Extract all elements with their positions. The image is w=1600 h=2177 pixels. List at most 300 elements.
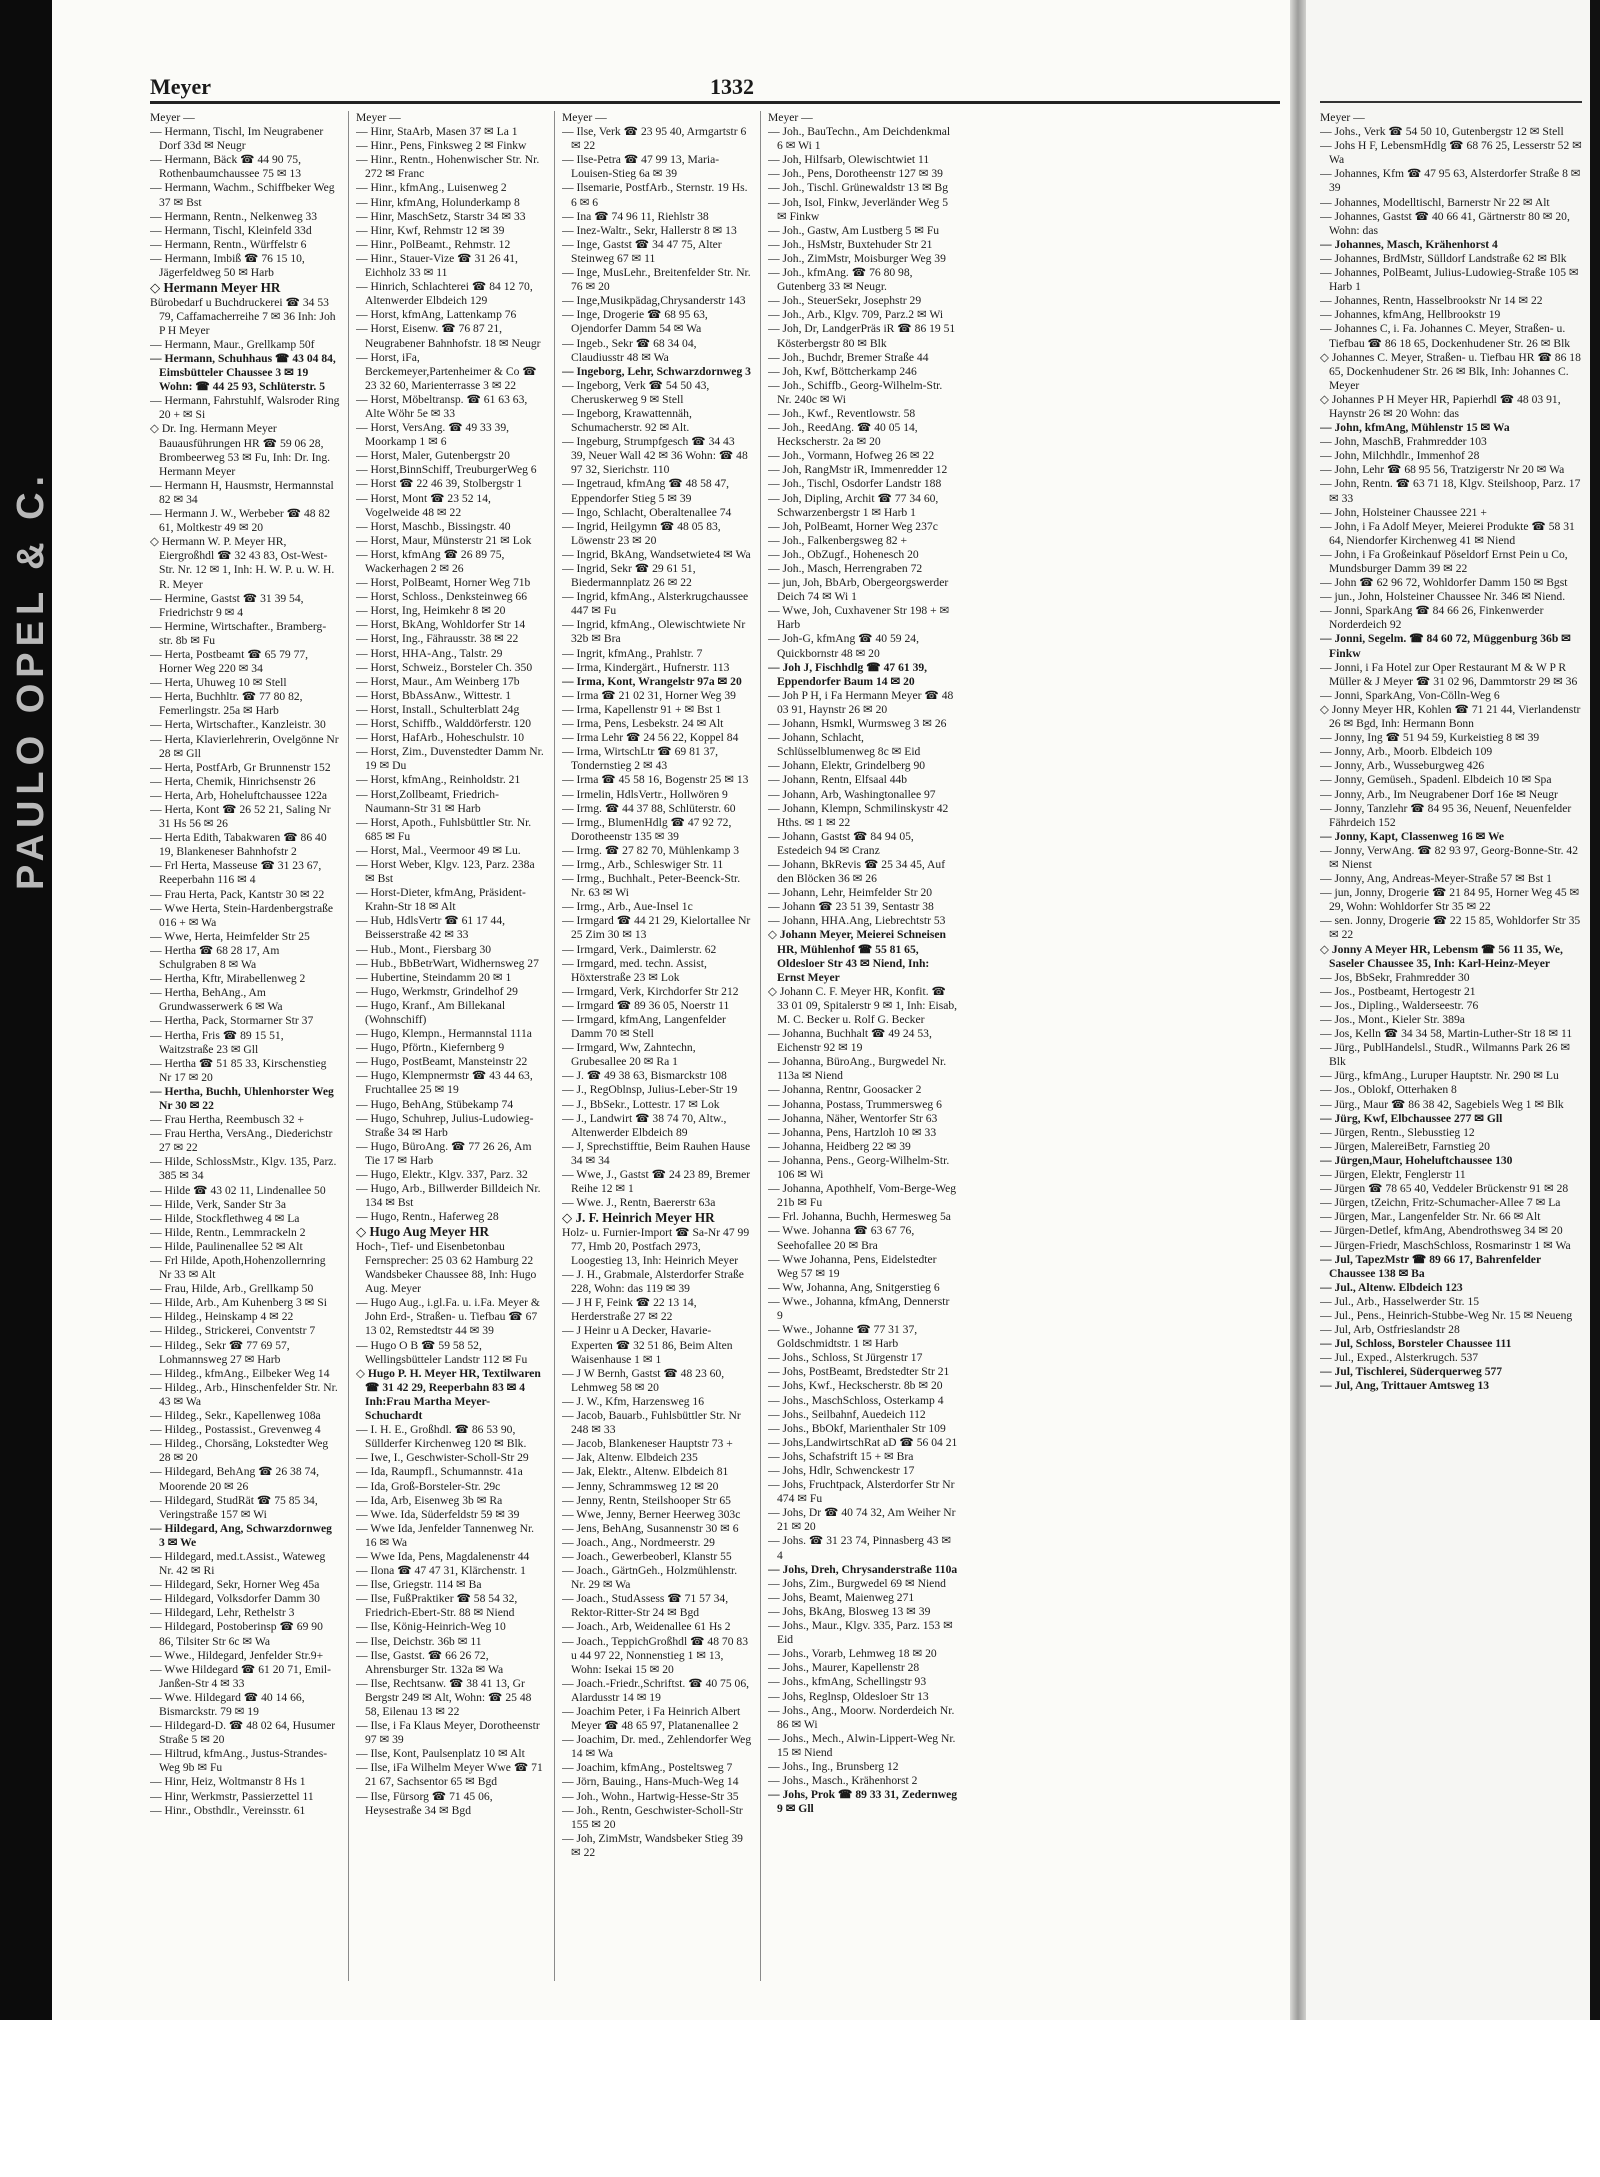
directory-entry: — Jonny, Tanzlehr ☎ 84 95 36, Neuenf, Neuenfelder Fährdeich 152 <box>1320 801 1572 829</box>
directory-entry: — J. H., Grabmale, Alsterdorfer Straße 228, Wohn: das 119 ✉ 39 <box>562 1268 744 1296</box>
directory-entry: — Hildegard, Postoberinsp ☎ 69 90 86, Tilsiter Str 6c ✉ Wa <box>150 1620 323 1648</box>
directory-entry: — Wwe., Hildegard, Jenfelder Str.9+ <box>150 1648 324 1662</box>
page-number: 1332 <box>710 74 754 99</box>
directory-entry: — Irma, Pens, Lesbekstr. 24 ✉ Alt <box>562 717 724 731</box>
directory-entry: — Johannes, PolBeamt, Julius-Ludowieg-Straße 105 ✉ Harb 1 <box>1320 266 1579 294</box>
directory-entry: — Joh, Isol, Finkw, Jeverländer Weg 5 ✉ Finkw <box>768 195 949 223</box>
directory-entry: — Irmg., Arb., Schleswiger Str. 11 <box>562 857 724 871</box>
directory-entry: — Herta, Arb, Hoheluftchaussee 122a <box>150 788 328 802</box>
directory-entry: — Iwe, I., Geschwister-Scholl-Str 29 <box>356 1451 529 1465</box>
directory-entry: — Joh, PolBeamt, Horner Weg 237c <box>768 519 938 533</box>
directory-entry: — Jul, Schloss, Borsteler Chaussee 111 <box>1320 1337 1512 1351</box>
directory-entry: — Horst, Schloss., Denksteinweg 66 <box>356 590 527 604</box>
directory-entry: Holz- u. Furnier-Import ☎ Sa-Nr 47 99 77, Hmb 20, Postfach 2973, Loogestieg 13, Inh: Heinrich Meyer <box>562 1225 750 1267</box>
directory-entry: — Horst, BkAng, Wohldorfer Str 14 <box>356 618 526 632</box>
directory-column-2 <box>356 111 546 1981</box>
directory-entry: — Johann, Elektr, Grindelberg 90 <box>768 759 926 773</box>
directory-entry: — Jak, Elektr., Altenw. Elbdeich 81 <box>562 1465 729 1479</box>
directory-entry: — Hinr., Obsthdlr., Vereinsstr. 61 <box>150 1803 306 1817</box>
directory-entry: — Irmgard, kfmAng, Langenfelder Damm 70 ✉ Stell <box>562 1013 726 1041</box>
directory-entry: — Hiltrud, kfmAng., Justus-Strandes-Weg 9b ✉ Fu <box>150 1747 328 1775</box>
column-heading: Meyer — <box>1320 111 1365 124</box>
directory-entry: — Johs, Fruchtpack, Alsterdorfer Str Nr 474 ✉ Fu <box>768 1478 955 1506</box>
directory-entry: — Horst, Maur., Am Weinberg 17b <box>356 674 520 688</box>
directory-entry: ◇ Johannes C. Meyer, Straßen- u. Tiefbau HR ☎ 86 18 65, Dockenhudener Str. 26 ✉ Blk, Inh: Johannes C. Meyer <box>1320 350 1581 392</box>
directory-entry: — John, MaschB, Frahmredder 103 <box>1320 435 1487 449</box>
directory-entry: — Hermann J. W., Werbeber ☎ 48 82 61, Moltkestr 49 ✉ 20 <box>150 507 331 535</box>
directory-entry: — Jos, Kelln ☎ 34 34 58, Martin-Luther-Str 18 ✉ 11 <box>1320 1027 1573 1041</box>
directory-entry: — Irmg., BlumenHdlg ☎ 47 92 72, Dorotheenstr 135 ✉ 39 <box>562 815 732 843</box>
directory-entry: — Jonni, i Fa Hotel zur Oper Restaurant M & W P R Müller & J Meyer ☎ 31 02 96, Dammtorstr 29 ✉ 36 <box>1320 660 1578 688</box>
directory-entry: — Ingeb., Sekr ☎ 68 34 04, Claudiusstr 48 ✉ Wa <box>562 336 697 364</box>
directory-entry: — Irmgard ☎ 89 36 05, Noerstr 11 <box>562 998 730 1012</box>
directory-entry: — John ☎ 62 96 72, Wohldorfer Damm 150 ✉ Bgst <box>1320 576 1568 590</box>
directory-entry: — Jos., Dipling., Walderseestr. 76 <box>1320 998 1479 1012</box>
directory-entry: — Hermann, Tischl, Im Neugrabener Dorf 33d ✉ Neugr <box>150 125 324 153</box>
directory-entry: — Joh., Tischl, Osdorfer Landstr 188 <box>768 477 942 491</box>
binding-label: PAULO OPEL & C. <box>10 469 52 891</box>
directory-entry: — Johs, Beamt, Maienweg 271 <box>768 1590 915 1604</box>
directory-entry: — Hinr., Rentn., Hohenwischer Str. Nr. 272 ✉ Franc <box>356 153 540 181</box>
directory-entry: — Ingo, Schlacht, Oberaltenallee 74 <box>562 505 732 519</box>
directory-entry: — Horst, iFa, Berckemeyer,Partenheimer & Co ☎ 23 32 60, Marienterrasse 3 ✉ 22 <box>356 350 537 392</box>
directory-entry: — J. W., Kfm, Harzensweg 16 <box>562 1394 705 1408</box>
directory-entry: — Horst, Maschb., Bissingstr. 40 <box>356 519 511 533</box>
directory-entry: — J., Landwirt ☎ 38 74 70, Altw., Altenwerder Elbdeich 89 <box>562 1111 727 1139</box>
directory-entry: — Hildegard, Lehr, Rethelstr 3 <box>150 1606 295 1620</box>
directory-entry: — Irma Lehr ☎ 24 56 22, Koppel 84 <box>562 731 739 745</box>
directory-entry: — Johs, Prok ☎ 89 33 31, Zedernweg 9 ✉ Gll <box>768 1788 958 1816</box>
directory-entry: — Irmgard, med. techn. Assist, Höxterstraße 23 ✉ Lok <box>562 956 707 984</box>
directory-entry: — Jonny, Arb., Moorb. Elbdeich 109 <box>1320 745 1493 759</box>
directory-entry: — Hildegard, Ang, Schwarzdornweg 3 ✉ We <box>150 1521 332 1549</box>
directory-entry: — Jürg, Kwf, Elbchaussee 277 ✉ Gll <box>1320 1111 1503 1125</box>
directory-entry: — Joach., Gewerbeoberl, Klanstr 55 <box>562 1549 732 1563</box>
directory-entry: — Hertha, Pack, Stormarner Str 37 <box>150 1014 314 1028</box>
directory-entry: — Hinr., Stauer-Vize ☎ 31 26 41, Eichholz 33 ✉ 11 <box>356 251 518 280</box>
directory-entry: — Wwe, Jenny, Berner Heerweg 303c <box>562 1507 741 1521</box>
directory-entry: — Hildegard, Volksdorfer Damm 30 <box>150 1592 320 1606</box>
directory-entry: — Herta, Klavierlehrerin, Ovelgönne Nr 28 ✉ Gll <box>150 732 339 760</box>
directory-entry: — Johs. ☎ 31 23 74, Pinnasberg 43 ✉ 4 <box>768 1534 952 1562</box>
directory-entry: — Jörn, Bauing., Hans-Much-Weg 14 <box>562 1775 739 1789</box>
directory-entry: — John, kfmAng, Mühlenstr 15 ✉ Wa <box>1320 421 1510 435</box>
directory-entry: — Inez-Waltr., Sekr, Hallerstr 8 ✉ 13 <box>562 223 737 237</box>
directory-entry: — Hubertine, Steindamm 20 ✉ 1 <box>356 970 512 984</box>
directory-entry: — Hildeg., Postassist., Grevenweg 4 <box>150 1423 321 1437</box>
directory-entry: — Joh., Pens, Dorotheenstr 127 ✉ 39 <box>768 167 943 181</box>
directory-entry: — Johann, Schlacht, Schlüsselblumenweg 8c ✉ Eid <box>768 731 921 759</box>
directory-entry: — Jonny, Gemüseh., Spadenl. Elbdeich 10 ✉ Spa <box>1320 773 1552 787</box>
directory-entry: ◇ Hermann W. P. Meyer HR, Eiergroßhdl ☎ 32 43 83, Ost-West-Str. Nr. 12 ✉ 1, Inh: H. W. P. u. W. H. R. Meyer <box>150 535 335 591</box>
directory-entry: — Jens, BehAng, Susannenstr 30 ✉ 6 <box>562 1521 739 1535</box>
directory-entry: — Irmg. ☎ 27 82 70, Mühlenkamp 3 <box>562 843 740 857</box>
directory-entry: — Joh., Falkenbergsweg 82 + <box>768 533 907 547</box>
directory-entry: — Wwe Ida, Pens, Magdalenenstr 44 <box>356 1549 530 1563</box>
directory-entry: — Johs., MaschSchloss, Osterkamp 4 <box>768 1393 944 1407</box>
directory-entry: — Johs., BbOkf, Marienthaler Str 109 <box>768 1421 946 1435</box>
directory-entry: — Horst, Ing., Fährausstr. 38 ✉ 22 <box>356 632 519 646</box>
directory-entry: — Hinr, Werkmstr, Passierzettel 11 <box>150 1789 314 1803</box>
directory-entry: — Joach., StudAssess ☎ 71 57 34, Rektor-Ritter-Str 24 ✉ Bgd <box>562 1592 729 1620</box>
directory-entry: — Jürg., PublHandelsl., StudR., Wilmanns Park 26 ✉ Blk <box>1320 1041 1571 1069</box>
directory-entry: Bürobedarf u Buchdruckerei ☎ 34 53 79, Caffamacherreihe 7 ✉ 36 Inh: Joh P H Meyer <box>150 295 336 337</box>
directory-entry: — Hildeg., kfmAng., Eilbeker Weg 14 <box>150 1366 330 1380</box>
directory-entry: — Horst, Ing, Heimkehr 8 ✉ 20 <box>356 604 506 618</box>
directory-entry: — Johs., Masch., Krähenhorst 2 <box>768 1774 918 1788</box>
directory-entry: — Inge,Musikpädag,Chrysanderstr 143 <box>562 294 746 308</box>
directory-column-5 <box>1320 111 1582 1981</box>
directory-entry: — Johs H F, LebensmHdlg ☎ 68 76 25, Lesserstr 52 ✉ Wa <box>1320 139 1582 167</box>
directory-entry: — Horst, Schiffb., Walddörferstr. 120 <box>356 717 532 731</box>
directory-entry: — Joh-G, kfmAng ☎ 40 59 24, Quickbornstr 48 ✉ 20 <box>768 632 919 660</box>
scan-margin <box>0 2020 1600 2177</box>
directory-entry: — Hermine, Gastst ☎ 31 39 54, Friedrichstr 9 ✉ 4 <box>150 591 304 619</box>
directory-entry: — Hermann, Bäck ☎ 44 90 75, Rothenbaumchaussee 75 ✉ 13 <box>150 153 302 181</box>
directory-entry: — Hildegard-D. ☎ 48 02 64, Husumer Straße 5 ✉ 20 <box>150 1719 336 1747</box>
directory-entry: — Frau, Hilde, Arb., Grellkamp 50 <box>150 1282 314 1296</box>
directory-entry: — Jul, Ang, Trittauer Amtsweg 13 <box>1320 1379 1490 1393</box>
firm-entry: ◇ Hermann Meyer HR <box>150 280 281 296</box>
directory-entry: — Hermann H, Hausmstr, Hermannstal 82 ✉ 34 <box>150 478 334 506</box>
directory-entry: — John, Milchhdlr., Immenhof 28 <box>1320 449 1480 463</box>
directory-entry: — Jürgen,Maur, Hoheluftchaussee 130 <box>1320 1153 1513 1167</box>
directory-entry: — Jürgen, MalereiBetr, Farnstieg 20 <box>1320 1139 1490 1153</box>
directory-entry: — Jonny, Arb., Im Neugrabener Dorf 16e ✉ Neugr <box>1320 787 1558 801</box>
directory-entry: — Johannes, kfmAng, Hellbrookstr 19 <box>1320 308 1501 322</box>
directory-entry: — Wwe. J., Rentn, Baererstr 63a <box>562 1196 716 1210</box>
directory-entry: — Joach., Ang., Nordmeerstr. 29 <box>562 1535 715 1549</box>
directory-entry: — Johannes, Kfm ☎ 47 95 63, Alsterdorfer Straße 8 ✉ 39 <box>1320 167 1581 195</box>
directory-entry: — Horst, kfmAng ☎ 26 89 75, Wackerhagen 2 ✉ 26 <box>356 547 505 575</box>
column-heading: Meyer — <box>562 111 607 124</box>
directory-entry: — Hermann, Imbiß ☎ 76 15 10, Jägerfeldweg 50 ✉ Harb <box>150 251 305 280</box>
directory-entry: — Horst Weber, Klgv. 123, Parz. 238a ✉ Bst <box>356 857 535 886</box>
directory-entry: — Hugo Aug., i.gl.Fa. u. i.Fa. Meyer & John Erd-, Straßen- u. Tiefbau ☎ 67 13 02, Remstedtstr 44 ✉ 39 <box>356 1296 540 1338</box>
facing-header-rule <box>1320 101 1582 103</box>
directory-entry: — Wwe., Johanna, kfmAng, Dennerstr 9 <box>768 1294 950 1322</box>
directory-entry: — Johs, PostBeamt, Bredstedter Str 21 <box>768 1365 950 1379</box>
directory-entry: — Inge, Gastst ☎ 34 47 75, Alter Steinweg 67 ✉ 11 <box>562 237 722 265</box>
directory-entry: — Horst, Mal., Veermoor 49 ✉ Lu. <box>356 843 521 857</box>
directory-entry: — Hermann, Tischl, Kleinfeld 33d <box>150 223 312 237</box>
directory-entry: — Johanna, Heidberg 22 ✉ 39 <box>768 1139 911 1153</box>
page-gutter <box>1290 0 1306 2020</box>
column-heading: Meyer — <box>356 111 401 124</box>
directory-entry: — Jürgen, tZeichn, Fritz-Schumacher-Allee 7 ✉ La <box>1320 1196 1561 1210</box>
directory-column-1 <box>150 111 340 1981</box>
directory-entry: — Irmgard, Verk, Kirchdorfer Str 212 <box>562 984 739 998</box>
directory-entry: — Hinr., Pens, Finksweg 2 ✉ Finkw <box>356 139 527 153</box>
directory-entry: — Jürgen ☎ 78 65 40, Veddeler Brückenstr 91 ✉ 28 <box>1320 1182 1569 1196</box>
column-heading: Meyer — <box>768 111 813 124</box>
directory-entry: — Joh., Masch, Herrengraben 72 <box>768 562 923 575</box>
directory-entry: — Jul, TapezMstr ☎ 89 66 17, Bahrenfelder Chaussee 138 ✉ Ba <box>1320 1252 1541 1280</box>
directory-entry: — Ida, Groß-Borsteler-Str. 29c <box>356 1479 501 1493</box>
directory-entry: — Ida, Raumpfl., Schumannstr. 41a <box>356 1465 523 1479</box>
directory-entry: — Hildeg., Arb., Hinschenfelder Str. Nr. 43 ✉ Wa <box>150 1380 338 1408</box>
directory-entry: — Jul, Arb, Ostfrieslandstr 28 <box>1320 1323 1460 1337</box>
directory-entry: — Johs., Vorarb, Lehmweg 18 ✉ 20 <box>768 1647 937 1661</box>
directory-entry: — Horst, Eisenw. ☎ 76 87 21, Neugrabener Bahnhofstr. 18 ✉ Neugr <box>356 322 541 350</box>
directory-entry: — Ilse, Rechtsanw. ☎ 38 41 13, Gr Bergstr 249 ✉ Alt, Wohn: ☎ 25 48 58, Eilenau 13 ✉ 22 <box>356 1676 532 1718</box>
directory-entry: — Herta, Kont ☎ 26 52 21, Saling Nr 31 Hs 56 ✉ 26 <box>150 803 331 831</box>
directory-entry: — Johanna, Rentnr, Goosacker 2 <box>768 1083 922 1097</box>
directory-entry: — Joh., Schiffb., Georg-Wilhelm-Str. Nr. 240c ✉ Wi <box>768 378 943 406</box>
column-heading: Meyer — <box>150 111 195 124</box>
directory-entry: — Herta, Postbeamt ☎ 65 79 77, Horner Weg 220 ✉ 34 <box>150 647 309 676</box>
directory-entry: — Ilse, Verk ☎ 23 95 40, Armgartstr 6 ✉ 22 <box>562 125 747 153</box>
directory-entry: — Hildegard, BehAng ☎ 26 38 74, Moorende 20 ✉ 26 <box>150 1465 320 1493</box>
directory-entry: — Hermann, Maur., Grellkamp 50f <box>150 337 315 351</box>
directory-entry: — Hildegard, Sekr, Horner Weg 45a <box>150 1578 320 1592</box>
directory-entry: — Herta, Buchhltr. ☎ 77 80 82, Femerlingstr. 25a ✉ Harb <box>150 690 303 718</box>
directory-entry: — John, Lehr ☎ 68 95 56, Tratzigerstr Nr 20 ✉ Wa <box>1320 463 1565 477</box>
directory-entry: — Herta, Uhuweg 10 ✉ Stell <box>150 676 287 690</box>
directory-entry: — Frl Herta, Masseuse ☎ 31 23 67, Reeperbahn 116 ✉ 4 <box>150 859 322 887</box>
directory-entry: — Hinr, StaArb, Masen 37 ✉ La 1 <box>356 125 518 139</box>
directory-entry: — Horst, HafArb., Hoheschulstr. 10 <box>356 731 525 745</box>
directory-entry: — Johannes, BrdMstr, Sülldorf Landstraße 62 ✉ Blk <box>1320 251 1567 265</box>
directory-entry: — Joh P H, i Fa Hermann Meyer ☎ 48 03 91, Haynstr 26 ✉ 20 <box>768 688 954 716</box>
directory-entry: — Hermann, Fahrstuhlf, Walsroder Ring 20 + ✉ Si <box>150 394 340 422</box>
directory-entry: — Hugo, PostBeamt, Mansteinstr 22 <box>356 1055 528 1069</box>
directory-entry: — Irma ☎ 45 58 16, Bogenstr 25 ✉ 13 <box>562 773 749 787</box>
directory-entry: — Hilde, Verk, Sander Str 3a <box>150 1197 286 1211</box>
directory-entry: — Hub., BbBetrWart, Widhernsweg 27 <box>356 956 539 970</box>
directory-entry: — Hilde, Paulinenallee 52 ✉ Alt <box>150 1239 303 1253</box>
directory-entry: — Johs., Verk ☎ 54 50 10, Gutenbergstr 12 ✉ Stell <box>1320 125 1564 139</box>
directory-entry: — Herta Edith, Tabakwaren ☎ 86 40 19, Blankeneser Bahnhofstr 2 <box>150 831 327 859</box>
directory-entry: — Johann, BkRevis ☎ 25 34 45, Auf den Blöcken 36 ✉ 26 <box>768 857 946 886</box>
directory-entry: — Johanna, BüroAng., Burgwedel Nr. 113a ✉ Niend <box>768 1055 947 1083</box>
directory-entry: — Johanna, Buchhalt ☎ 49 24 53, Eichenstr 92 ✉ 19 <box>768 1027 932 1055</box>
directory-entry: — Irma ☎ 21 02 31, Horner Weg 39 <box>562 688 736 702</box>
directory-entry: — Horst, Zim., Duvenstedter Damm Nr. 19 ✉ Du <box>356 745 544 773</box>
book-binding-left <box>0 0 52 2020</box>
directory-entry: — Hildeg., Strickerei, Conventstr 7 <box>150 1324 316 1338</box>
directory-entry: — Joach., TeppichGroßhdl ☎ 48 70 83 u 44 97 22, Nonnenstieg 1 ✉ 13, Wohn: Isekai 15 ✉ 20 <box>562 1634 749 1676</box>
directory-entry: — Irmg., Buchhalt., Peter-Beenck-Str. Nr. 63 ✉ Wi <box>562 872 741 900</box>
directory-entry: — Ingeborg, Verk ☎ 54 50 43, Cheruskerweg 9 ✉ Stell <box>562 378 710 406</box>
directory-entry: — Joh., Vormann, Hofweg 26 ✉ 22 <box>768 449 935 463</box>
directory-entry: — Jonni, SparkAng, Von-Cölln-Weg 6 <box>1320 688 1500 702</box>
directory-entry: — Ww, Johanna, Ang, Snitgerstieg 6 <box>768 1280 940 1294</box>
directory-entry: — Johs,LandwirtschRat aD ☎ 56 04 21 <box>768 1435 958 1449</box>
directory-entry: — Jul., Pens., Heinrich-Stubbe-Weg Nr. 15 ✉ Neueng <box>1320 1308 1573 1322</box>
header-rule <box>150 101 1280 104</box>
directory-entry: — Hugo, Rentn., Haferweg 28 <box>356 1210 499 1224</box>
directory-entry: — Horst, Schweiz., Borsteler Ch. 350 <box>356 660 533 674</box>
directory-entry: — Horst-Dieter, kfmAng, Präsident-Krahn-Str 18 ✉ Alt <box>356 886 526 914</box>
directory-entry: — Horst,Zollbeamt, Friedrich-Naumann-Str 31 ✉ Harb <box>356 787 499 815</box>
directory-entry: — Ingrid, kfmAng., Olewischtwiete Nr 32b ✉ Bra <box>562 618 746 646</box>
directory-entry: — John, Rentn. ☎ 63 71 18, Klgv. Steilshoop, Parz. 17 ✉ 33 <box>1320 477 1581 505</box>
directory-entry: — Hilde, Rentn., Lemmrackeln 2 <box>150 1225 306 1239</box>
directory-entry: — Jul., Altenw. Elbdeich 123 <box>1320 1280 1463 1294</box>
column-separator <box>554 111 555 1981</box>
directory-entry: — Hilde, SchlossMstr., Klgv. 135, Parz. 385 ✉ 34 <box>150 1155 337 1183</box>
directory-entry: — Johs, Reglnsp, Oldesloer Str 13 <box>768 1689 929 1703</box>
column-separator <box>760 111 761 1981</box>
directory-entry: — Jürg., kfmAng., Luruper Hauptstr. Nr. 290 ✉ Lu <box>1320 1069 1559 1083</box>
directory-entry: — Hildegard, med.t.Assist., Wateweg Nr. 42 ✉ Ri <box>150 1549 326 1578</box>
directory-entry: — Jürgen-Detlef, kfmAng, Abendrothsweg 34 ✉ 20 <box>1320 1224 1563 1238</box>
directory-entry: — Ingeborg, Lehr, Schwarzdornweg 3 <box>562 364 751 378</box>
directory-entry: — Irmgard ☎ 44 21 29, Kielortallee Nr 25 Zim 30 ✉ 13 <box>562 914 751 942</box>
directory-entry: — Johs, Zim., Burgwedel 69 ✉ Niend <box>768 1576 946 1590</box>
directory-entry: — Hub., Mont., Fiersbarg 30 <box>356 942 492 956</box>
directory-entry: — Hertha, BehAng., Am Grundwasserwerk 6 ✉ Wa <box>150 986 283 1014</box>
directory-column-4 <box>768 111 958 1981</box>
directory-entry: — Johs., Mech., Alwin-Lippert-Weg Nr. 15 ✉ Niend <box>768 1731 956 1759</box>
column-separator <box>348 111 349 1981</box>
directory-entry: — Inge, MusLehr., Breitenfelder Str. Nr. 76 ✉ 20 <box>562 266 751 294</box>
directory-entry: — Johannes, Masch, Krähenhorst 4 <box>1320 237 1498 251</box>
directory-entry: — Joh, Hilfsarb, Olewischtwiet 11 <box>768 153 930 167</box>
firm-entry: ◇ J. F. Heinrich Meyer HR <box>562 1210 715 1226</box>
directory-entry: — Ingrid, Heilgymn ☎ 48 05 83, Löwenstr 23 ✉ 20 <box>562 519 721 547</box>
directory-entry: — Jürgen, Rentn., Slebusstieg 12 <box>1320 1125 1475 1139</box>
directory-entry: — Hertha ☎ 68 28 17, Am Schulgraben 8 ✉ Wa <box>150 943 280 972</box>
directory-entry: — Irmgard, Ww, Zahntechn, Grubesallee 20 ✉ Ra 1 <box>562 1041 696 1069</box>
directory-entry: — Ingrid, BkAng, Wandsetwiete4 ✉ Wa <box>562 547 751 561</box>
directory-entry: — Johann, Klempn, Schmilinskystr 42 Hths. ✉ 1 ✉ 22 <box>768 801 949 829</box>
directory-entry: — Wwe., Johanne ☎ 77 31 37, Goldschmidtstr. 1 ✉ Harb <box>768 1323 918 1351</box>
directory-entry: — Johs, BkAng, Blosweg 13 ✉ 39 <box>768 1604 931 1618</box>
directory-entry: — Hinrich, Schlachterei ☎ 84 12 70, Altenwerder Elbdeich 129 <box>356 280 533 308</box>
directory-entry: ◇ Johann Meyer, Meierei Schneisen HR, Mühlenhof ☎ 55 81 65, Oldesloer Str 43 ✉ Niend, Inh: Ernst Meyer <box>768 928 946 984</box>
directory-entry: — Wwe, Joh, Cuxhavener Str 198 + ✉ Harb <box>768 604 950 632</box>
directory-entry: — Horst, Maler, Gutenbergstr 20 <box>356 449 510 463</box>
directory-entry: — Hilde, Stockflethweg 4 ✉ La <box>150 1211 300 1225</box>
directory-entry: — Jacob, Bauarb., Fuhlsbüttler Str. Nr 248 ✉ 33 <box>562 1409 741 1437</box>
directory-entry: — Wwe. Johanna ☎ 63 67 76, Seehofallee 20 ✉ Bra <box>768 1224 915 1252</box>
directory-entry: — Ilsemarie, PostfArb., Sternstr. 19 Hs. 6 ✉ 6 <box>562 181 748 209</box>
directory-entry: — Johs., kfmAng, Schellingstr 93 <box>768 1675 927 1689</box>
directory-entry: — Johannes, Rentn, Hasselbrookstr Nr 14 ✉ 22 <box>1320 294 1543 308</box>
directory-entry: — Irmelin, HdlsVertr., Hollwören 9 <box>562 787 728 801</box>
running-header <box>150 72 1280 102</box>
directory-entry: — Irma, Kindergärt., Hufnerstr. 113 <box>562 660 730 674</box>
directory-entry: — Jonny, Kapt, Classenweg 16 ✉ We <box>1320 829 1505 843</box>
directory-entry: — Joh., SteuerSekr, Josephstr 29 <box>768 294 922 308</box>
directory-entry: — Hertha, Fris ☎ 89 15 51, Waitzstraße 23 ✉ Gll <box>150 1028 284 1056</box>
directory-entry: — Johannes, Gastst ☎ 40 66 41, Gärtnerstr 80 ✉ 20, Wohn: das <box>1320 209 1570 237</box>
directory-entry: — Johs., Schloss, St Jürgenstr 17 <box>768 1351 923 1365</box>
directory-entry: — Ina ☎ 74 96 11, Riehlstr 38 <box>562 209 709 223</box>
directory-entry: — Horst, BbAssAnw., Wittestr. 1 <box>356 688 512 702</box>
directory-entry: — J., RegOblnsp, Julius-Leber-Str 19 <box>562 1083 738 1097</box>
directory-entry: ◇ Johannes P H Meyer HR, Papierhdl ☎ 48 03 91, Haynstr 26 ✉ 20 Wohn: das <box>1320 392 1561 420</box>
directory-entry: — Horst, Maur, Münsterstr 21 ✉ Lok <box>356 533 532 547</box>
directory-entry: — jun, Joh, BbArb, Obergeorgswerder Deich 74 ✉ Wi 1 <box>768 576 949 604</box>
directory-entry: — Johs, Hdlr, Schwenckestr 17 <box>768 1464 915 1477</box>
directory-entry: — Herta, Wirtschafter., Kanzleistr. 30 <box>150 718 326 732</box>
directory-entry: — Jul, Tischlerei, Süderquerweg 577 <box>1320 1365 1503 1379</box>
directory-entry: — Jos., Oblokf, Otterhaken 8 <box>1320 1083 1457 1097</box>
directory-entry: — jun., John, Holsteiner Chaussee Nr. 346 ✉ Niend. <box>1320 590 1566 604</box>
directory-entry: — Johann, Arb, Washingtonallee 97 <box>768 787 936 801</box>
directory-entry: — Jul., Exped., Alsterkrugch. 537 <box>1320 1351 1479 1365</box>
directory-entry: — J. ☎ 49 38 63, Bismarckstr 108 <box>562 1069 727 1083</box>
directory-entry: — Wwe. Hildegard ☎ 40 14 66, Bismarckstr. 79 ✉ 19 <box>150 1690 305 1718</box>
directory-entry: — Joh., Buchdr, Bremer Straße 44 <box>768 350 929 364</box>
directory-entry: — Horst, Install., Schulterblatt 24g <box>356 702 520 716</box>
directory-entry: — Hertha, Kftr, Mirabellenweg 2 <box>150 972 306 986</box>
directory-entry: — Joh., Arb., Klgv. 709, Parz.2 ✉ Wi <box>768 308 944 322</box>
directory-entry: — Jürg., Maur ☎ 86 38 42, Sagebiels Weg 1 ✉ Blk <box>1320 1097 1564 1111</box>
directory-entry: — Jak, Altenw. Elbdeich 235 <box>562 1451 698 1465</box>
directory-entry: — I. H. E., Großhdl. ☎ 86 53 90, Süllderfer Kirchenweg 120 ✉ Blk. <box>356 1423 527 1451</box>
directory-entry: — Johanna, Pens., Georg-Wilhelm-Str. 106 ✉ Wi <box>768 1153 950 1182</box>
directory-entry: — Frl Hilde, Apoth,Hohenzollernring Nr 33 ✉ Alt <box>150 1254 326 1282</box>
directory-entry: — Ingrid, kfmAng., Alsterkrugchaussee 447 ✉ Fu <box>562 590 749 618</box>
directory-entry: ◇ Johann C. F. Meyer HR, Konfit. ☎ 33 01 09, Spitalerstr 9 ✉ 1, Inh: Eisab, M. C. Becker u. Rolf G. Becker <box>768 984 958 1026</box>
directory-entry: — Wwe. Ida, Süderfeldstr 59 ✉ 39 <box>356 1507 520 1521</box>
directory-entry: — Johs, Kwf., Heckscherstr. 8b ✉ 20 <box>768 1379 943 1393</box>
directory-entry: — Horst, PolBeamt, Horner Weg 71b <box>356 576 531 590</box>
directory-entry: — Jos, BbSekr, Frahmredder 30 <box>1320 970 1470 984</box>
directory-entry: — Joh, Dipling, Archit ☎ 77 34 60, Schwarzenbergstr 1 ✉ Harb 1 <box>768 491 939 519</box>
directory-entry: — Johs., Ang., Moorw. Norderdeich Nr. 86 ✉ Wi <box>768 1703 955 1731</box>
directory-entry: — J Heinr u A Decker, Havarie-Experten ☎ 32 51 86, Beim Alten Waisenhause 1 ✉ 1 <box>562 1324 733 1366</box>
directory-entry: — Johs, Dr ☎ 40 74 32, Am Weiher Nr 21 ✉ 20 <box>768 1506 956 1534</box>
directory-entry: — Hertha ☎ 51 85 33, Kirschenstieg Nr 17 ✉ 20 <box>150 1056 327 1084</box>
directory-entry: — Jos., Postbeamt, Hertogestr 21 <box>1320 984 1476 998</box>
directory-entry: — Hinr, kfmAng, Holunderkamp 8 <box>356 195 520 209</box>
directory-entry: — John, i Fa Adolf Meyer, Meierei Produkte ☎ 58 31 64, Niendorfer Kirchenweg 41 ✉ Niend <box>1320 519 1575 547</box>
directory-entry: — Joachim Peter, i Fa Heinrich Albert Meyer ☎ 48 65 97, Platanenallee 2 <box>562 1705 741 1733</box>
directory-entry: — Hermann, Rentn., Nelkenweg 33 <box>150 209 318 223</box>
directory-entry: — Ingrit, kfmAng., Prahlstr. 7 <box>562 646 703 660</box>
directory-entry: — Hermann, Rentn., Würffelstr 6 <box>150 237 307 251</box>
directory-entry: — Frl. Johanna, Buchh, Hermesweg 5a <box>768 1210 951 1224</box>
directory-entry: — Jonny, Ang, Andreas-Meyer-Straße 57 ✉ Bst 1 <box>1320 872 1552 886</box>
directory-entry: — Horst, VersAng. ☎ 49 33 39, Moorkamp 1 ✉ 6 <box>356 421 510 449</box>
directory-entry: — Jonny, VerwAng. ☎ 82 93 97, Georg-Bonne-Str. 42 ✉ Nienst <box>1320 843 1579 871</box>
directory-entry: — Wwe Ida, Jenfelder Tannenweg Nr. 16 ✉ Wa <box>356 1521 535 1549</box>
firm-entry: ◇ Hugo Aug Meyer HR <box>356 1224 489 1240</box>
directory-entry: — Wwe, J., Gastst ☎ 24 23 89, Bremer Reihe 12 ✉ 1 <box>562 1168 751 1196</box>
directory-entry: — Hub, HdlsVertr ☎ 61 17 44, Beisserstraße 42 ✉ 33 <box>356 914 506 942</box>
directory-entry: — Joh., ZimMstr, Moisburger Weg 39 <box>768 251 946 265</box>
directory-entry: — Ilse, FußPraktiker ☎ 58 54 32, Friedrich-Ebert-Str. 88 ✉ Niend <box>356 1592 518 1620</box>
directory-entry: — Joach., GärtnGeh., Holzmühlenstr. Nr. 29 ✉ Wa <box>562 1564 738 1592</box>
directory-entry: — Ilse, Fürsorg ☎ 71 45 06, Heysestraße 34 ✉ Bgd <box>356 1789 493 1817</box>
directory-entry: — Ingrid, Sekr ☎ 29 61 51, Biedermannplatz 26 ✉ 22 <box>562 562 696 590</box>
directory-entry: — Jenny, Rentn, Steilshooper Str 65 <box>562 1493 731 1507</box>
directory-entry: — Wwe Hildegard ☎ 61 20 71, Emil-Janßen-Str 4 ✉ 33 <box>150 1662 332 1690</box>
directory-entry: — J W Bernh, Gastst ☎ 48 23 60, Lehmweg 58 ✉ 20 <box>562 1366 725 1394</box>
directory-entry: — John, Holsteiner Chaussee 221 + <box>1320 505 1487 519</box>
directory-entry: — Hugo, Kranf., Am Billekanal (Wohnschiff) <box>356 998 506 1026</box>
directory-entry: — Jonni, Segelm. ☎ 84 60 72, Müggenburg 36b ✉ Finkw <box>1320 632 1571 660</box>
directory-entry: — Joh., Gastw, Am Lustberg 5 ✉ Fu <box>768 223 940 237</box>
directory-entry: — J., BbSekr., Lottestr. 17 ✉ Lok <box>562 1097 720 1111</box>
directory-entry: — Inge, Drogerie ☎ 68 95 63, Ojendorfer Damm 54 ✉ Wa <box>562 308 708 336</box>
directory-entry: — Hinr, MaschSetz, Starstr 34 ✉ 33 <box>356 209 526 223</box>
directory-entry: — Jos., Mont., Kieler Str. 389a <box>1320 1013 1465 1026</box>
directory-entry: — jun, Jonny, Drogerie ☎ 21 84 95, Horner Weg 45 ✉ 29, Wohn: Wohldorfer Str 35 ✉ 22 <box>1320 886 1580 914</box>
directory-entry: — Johann, Hsmkl, Wurmsweg 3 ✉ 26 <box>768 717 947 731</box>
directory-entry: — Johann ☎ 23 51 39, Sentastr 38 <box>768 900 934 914</box>
directory-entry: — Frau Herta, Pack, Kantstr 30 ✉ 22 <box>150 887 325 901</box>
directory-entry: — Johs., Maurer, Kapellenstr 28 <box>768 1661 920 1675</box>
directory-entry: — Ingeborg, Krawattennäh, Schumacherstr. 92 ✉ Alt. <box>562 406 692 435</box>
directory-entry: — Joh, RangMstr iR, Immenredder 12 <box>768 463 948 477</box>
directory-column-3 <box>562 111 752 1981</box>
